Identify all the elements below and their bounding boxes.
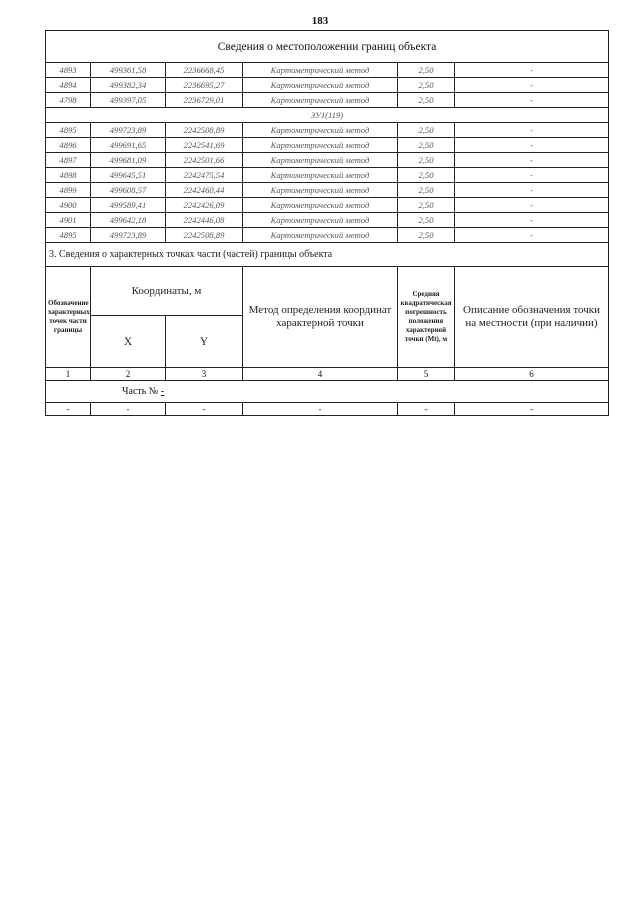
table-row: [46, 153, 609, 168]
table-cell: 2242460,44: [166, 183, 243, 198]
section3-title: 3. Сведения о характерных точках части (частей) границы объекта: [46, 243, 609, 267]
table-cell: 4893: [46, 63, 91, 78]
table-cell: Картометрический метод: [243, 78, 398, 93]
table-cell: 499589,41: [91, 198, 166, 213]
table-cell: 2,50: [398, 213, 455, 228]
table-cell: 4798: [46, 93, 91, 108]
col-number: 2: [91, 368, 166, 381]
table-cell: 2,50: [398, 198, 455, 213]
table-cell: 2242501,66: [166, 153, 243, 168]
table-cell: 499382,34: [91, 78, 166, 93]
table-row: [46, 63, 609, 78]
table-cell: Картометрический метод: [243, 123, 398, 138]
table-row: [46, 78, 609, 93]
header-coords: Координаты, м: [91, 267, 243, 316]
table-cell: Картометрический метод: [243, 153, 398, 168]
table-cell: Картометрический метод: [243, 138, 398, 153]
table-cell: 2236695,27: [166, 78, 243, 93]
table-cell: 4895: [46, 228, 91, 243]
header-description: Описание обозначения точки на местности (при наличии): [455, 267, 609, 368]
col-number: 4: [243, 368, 398, 381]
table-cell: -: [455, 78, 609, 93]
header-x: X: [91, 316, 166, 368]
part-cell: [46, 381, 609, 403]
table-cell: -: [455, 153, 609, 168]
table-cell: 2236729,01: [166, 93, 243, 108]
table-cell: Картометрический метод: [243, 63, 398, 78]
header-error: Средняя квадратическая погрешность положения характерной точки (Мt), м: [398, 267, 455, 368]
part-label: Часть №: [122, 386, 159, 397]
section3-row: [46, 243, 609, 267]
table-row: [46, 138, 609, 153]
table-cell: 2,50: [398, 63, 455, 78]
empty-cell: -: [243, 403, 398, 416]
table-cell: 2,50: [398, 123, 455, 138]
table-cell: 2242541,69: [166, 138, 243, 153]
section-title-row: [46, 31, 609, 63]
table-cell: 2236668,45: [166, 63, 243, 78]
table-cell: 499397,05: [91, 93, 166, 108]
table-cell: 4896: [46, 138, 91, 153]
table-cell: 499645,51: [91, 168, 166, 183]
zu-label: ЗУ1(119): [46, 108, 609, 123]
empty-cell: -: [166, 403, 243, 416]
table-cell: -: [455, 123, 609, 138]
table-cell: 2242508,89: [166, 228, 243, 243]
header-point-label: Обозначение характерных точек части границы: [46, 267, 91, 368]
table-row: [46, 168, 609, 183]
table-cell: 499642,18: [91, 213, 166, 228]
table-cell: Картометрический метод: [243, 213, 398, 228]
table-cell: 499691,65: [91, 138, 166, 153]
part-value: -: [160, 386, 165, 397]
table-cell: 2,50: [398, 168, 455, 183]
table-cell: 4897: [46, 153, 91, 168]
table-cell: 499723,89: [91, 228, 166, 243]
table-cell: -: [455, 168, 609, 183]
page-number: 183: [311, 15, 329, 27]
table-cell: 4895: [46, 123, 91, 138]
table-cell: Картометрический метод: [243, 198, 398, 213]
column-numbers-row: [46, 368, 609, 381]
empty-cell: -: [46, 403, 91, 416]
table-cell: 2,50: [398, 228, 455, 243]
empty-cell: -: [91, 403, 166, 416]
table-cell: 2242446,08: [166, 213, 243, 228]
table-cell: 4900: [46, 198, 91, 213]
table-cell: 499608,57: [91, 183, 166, 198]
table-cell: Картометрический метод: [243, 183, 398, 198]
table-cell: 2242475,54: [166, 168, 243, 183]
zu-row: [46, 108, 609, 123]
table-row: [46, 93, 609, 108]
table-cell: 499361,58: [91, 63, 166, 78]
empty-cell: -: [398, 403, 455, 416]
table-cell: -: [455, 198, 609, 213]
table-cell: -: [455, 228, 609, 243]
table-row: [46, 183, 609, 198]
table-cell: 499681,09: [91, 153, 166, 168]
section-title: Сведения о местоположении границ объекта: [46, 31, 609, 63]
table-cell: 2,50: [398, 153, 455, 168]
empty-row: [46, 403, 609, 416]
table-cell: 4894: [46, 78, 91, 93]
header-row-1: [46, 267, 609, 316]
empty-cell: -: [455, 403, 609, 416]
table-row: [46, 198, 609, 213]
table-cell: 4901: [46, 213, 91, 228]
table-cell: Картометрический метод: [243, 168, 398, 183]
table-cell: Картометрический метод: [243, 228, 398, 243]
header-y: Y: [166, 316, 243, 368]
col-number: 6: [455, 368, 609, 381]
col-number: 5: [398, 368, 455, 381]
boundary-table: [45, 30, 609, 416]
table-cell: -: [455, 63, 609, 78]
table-cell: 499723,89: [91, 123, 166, 138]
table-cell: -: [455, 183, 609, 198]
document-sheet: [45, 30, 608, 416]
col-number: 1: [46, 368, 91, 381]
table-row: [46, 213, 609, 228]
table-cell: -: [455, 213, 609, 228]
col-number: 3: [166, 368, 243, 381]
table-row: [46, 228, 609, 243]
table-cell: 2,50: [398, 78, 455, 93]
table-cell: 2242426,09: [166, 198, 243, 213]
table-cell: -: [455, 93, 609, 108]
table-cell: -: [455, 138, 609, 153]
table-cell: 2,50: [398, 138, 455, 153]
table-cell: 4899: [46, 183, 91, 198]
table-cell: 2,50: [398, 93, 455, 108]
table-cell: 4898: [46, 168, 91, 183]
table-cell: 2,50: [398, 183, 455, 198]
header-method: Метод определения координат характерной точки: [243, 267, 398, 368]
table-row: [46, 123, 609, 138]
part-row: [46, 381, 609, 403]
table-cell: Картометрический метод: [243, 93, 398, 108]
table-cell: 2242508,89: [166, 123, 243, 138]
